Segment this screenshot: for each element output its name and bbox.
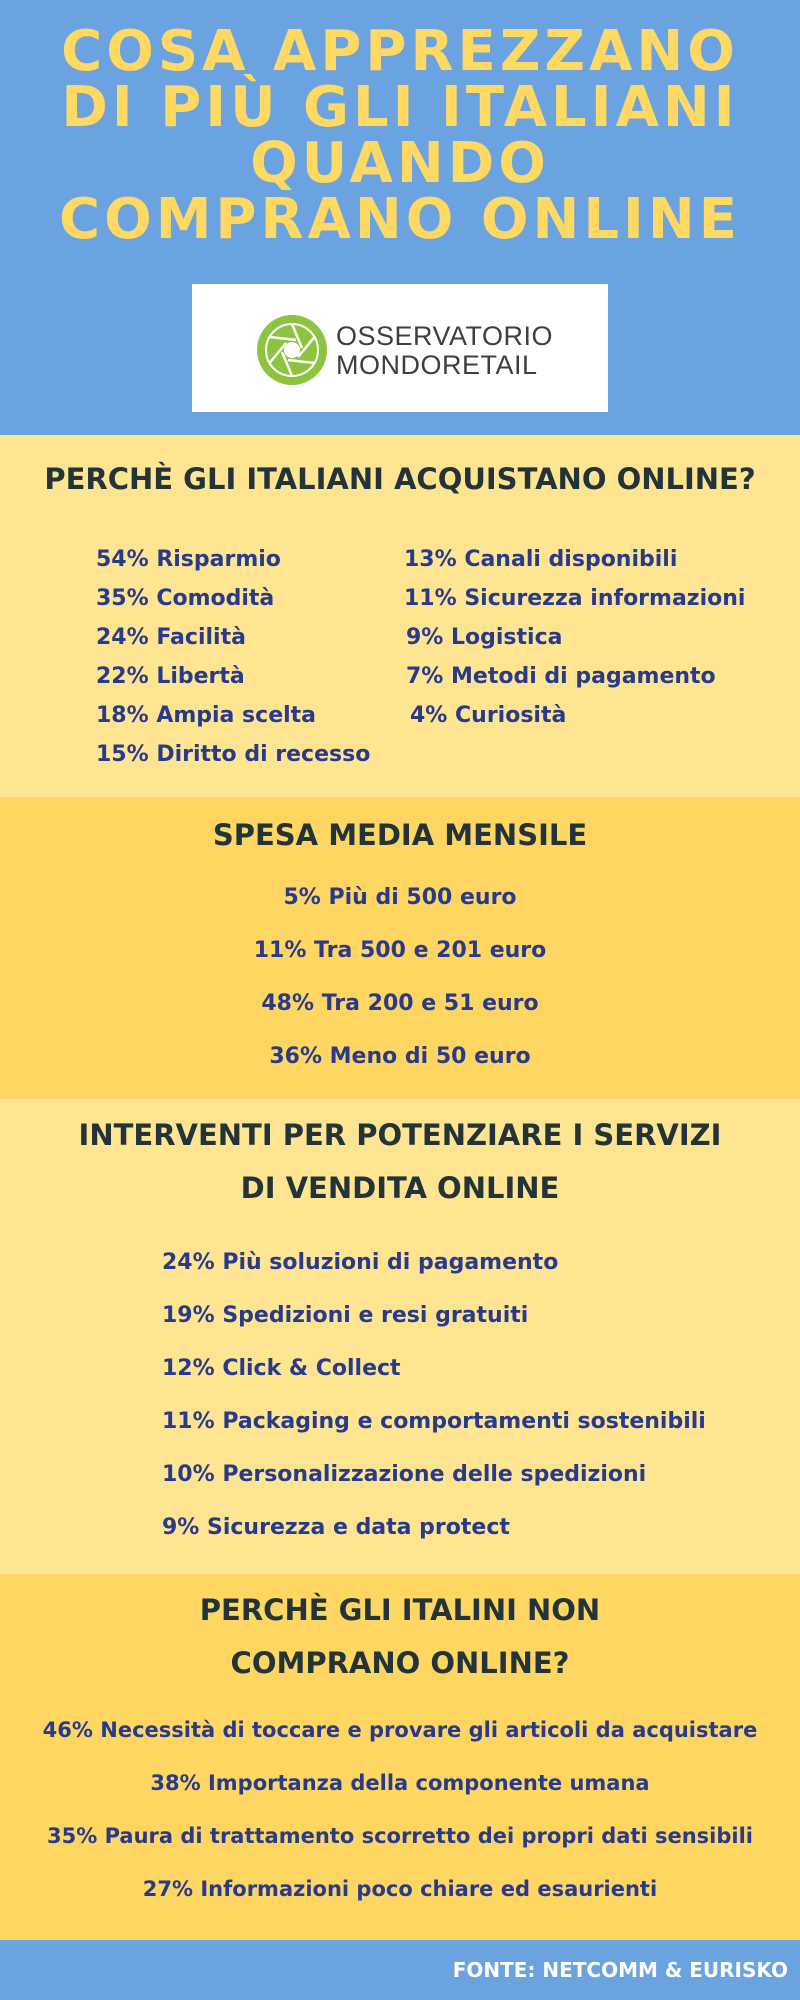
logo-line: MONDORETAIL bbox=[336, 350, 538, 380]
list-item: 35% Paura di trattamento scorretto dei propri dati sensibili bbox=[47, 1824, 753, 1848]
list-item: 38% Importanza della componente umana bbox=[150, 1771, 650, 1795]
list-item: 27% Informazioni poco chiare ed esaurienti bbox=[142, 1877, 658, 1901]
list-item: 10% Personalizzazione delle spedizioni bbox=[162, 1462, 647, 1487]
list-item: 24% Più soluzioni di pagamento bbox=[162, 1250, 559, 1275]
section-heading: INTERVENTI PER POTENZIARE I SERVIZI bbox=[78, 1118, 722, 1152]
list-item: 15% Diritto di recesso bbox=[96, 742, 371, 767]
footer bbox=[0, 1940, 800, 2000]
source-credit: FONTE: NETCOMM & EURISKO bbox=[452, 1958, 788, 1982]
title-line: COSA APPREZZANO bbox=[61, 19, 739, 84]
list-item: 13% Canali disponibili bbox=[404, 547, 678, 572]
list-item: 11% Packaging e comportamenti sostenibili bbox=[162, 1409, 706, 1434]
section-improvements bbox=[0, 1099, 800, 1574]
section-monthly-spend bbox=[0, 797, 800, 1099]
section-why-not-buy-online bbox=[0, 1574, 800, 1940]
section-heading: DI VENDITA ONLINE bbox=[240, 1171, 560, 1205]
list-item: 9% Sicurezza e data protect bbox=[162, 1515, 510, 1540]
logo-box bbox=[192, 284, 608, 412]
title-line: QUANDO bbox=[250, 131, 550, 196]
list-item: 4% Curiosità bbox=[410, 703, 567, 728]
list-item: 18% Ampia scelta bbox=[96, 703, 317, 728]
list-item: 12% Click & Collect bbox=[162, 1356, 401, 1381]
list-item: 5% Più di 500 euro bbox=[283, 885, 517, 910]
section-heading: PERCHÈ GLI ITALIANI ACQUISTANO ONLINE? bbox=[44, 462, 756, 496]
logo-text bbox=[336, 322, 553, 380]
list-item: 54% Risparmio bbox=[96, 547, 281, 572]
list-item: 46% Necessità di toccare e provare gli articoli da acquistare bbox=[42, 1718, 758, 1742]
logo-line: OSSERVATORIO bbox=[336, 321, 554, 351]
list-item: 22% Libertà bbox=[96, 664, 245, 689]
list-item: 7% Metodi di pagamento bbox=[406, 664, 716, 689]
list-item: 9% Logistica bbox=[406, 625, 563, 650]
list-item: 11% Tra 500 e 201 euro bbox=[253, 938, 547, 963]
list-item: 36% Meno di 50 euro bbox=[269, 1044, 531, 1069]
list-item: 24% Facilità bbox=[96, 625, 246, 650]
section-heading: PERCHÈ GLI ITALINI NON bbox=[199, 1593, 601, 1627]
list-item: 19% Spedizioni e resi gratuiti bbox=[162, 1303, 529, 1328]
section-heading: COMPRANO ONLINE? bbox=[230, 1646, 570, 1680]
title-line: DI PIÙ GLI ITALIANI bbox=[61, 75, 739, 140]
main-title bbox=[0, 19, 800, 252]
list-item: 35% Comodità bbox=[96, 586, 275, 611]
section-why-buy-online bbox=[0, 435, 800, 797]
list-item: 11% Sicurezza informazioni bbox=[404, 586, 746, 611]
aperture-icon bbox=[256, 314, 328, 386]
section-heading: SPESA MEDIA MENSILE bbox=[212, 818, 588, 852]
list-item: 48% Tra 200 e 51 euro bbox=[261, 991, 539, 1016]
header bbox=[0, 0, 800, 435]
title-line: COMPRANO ONLINE bbox=[58, 187, 741, 252]
